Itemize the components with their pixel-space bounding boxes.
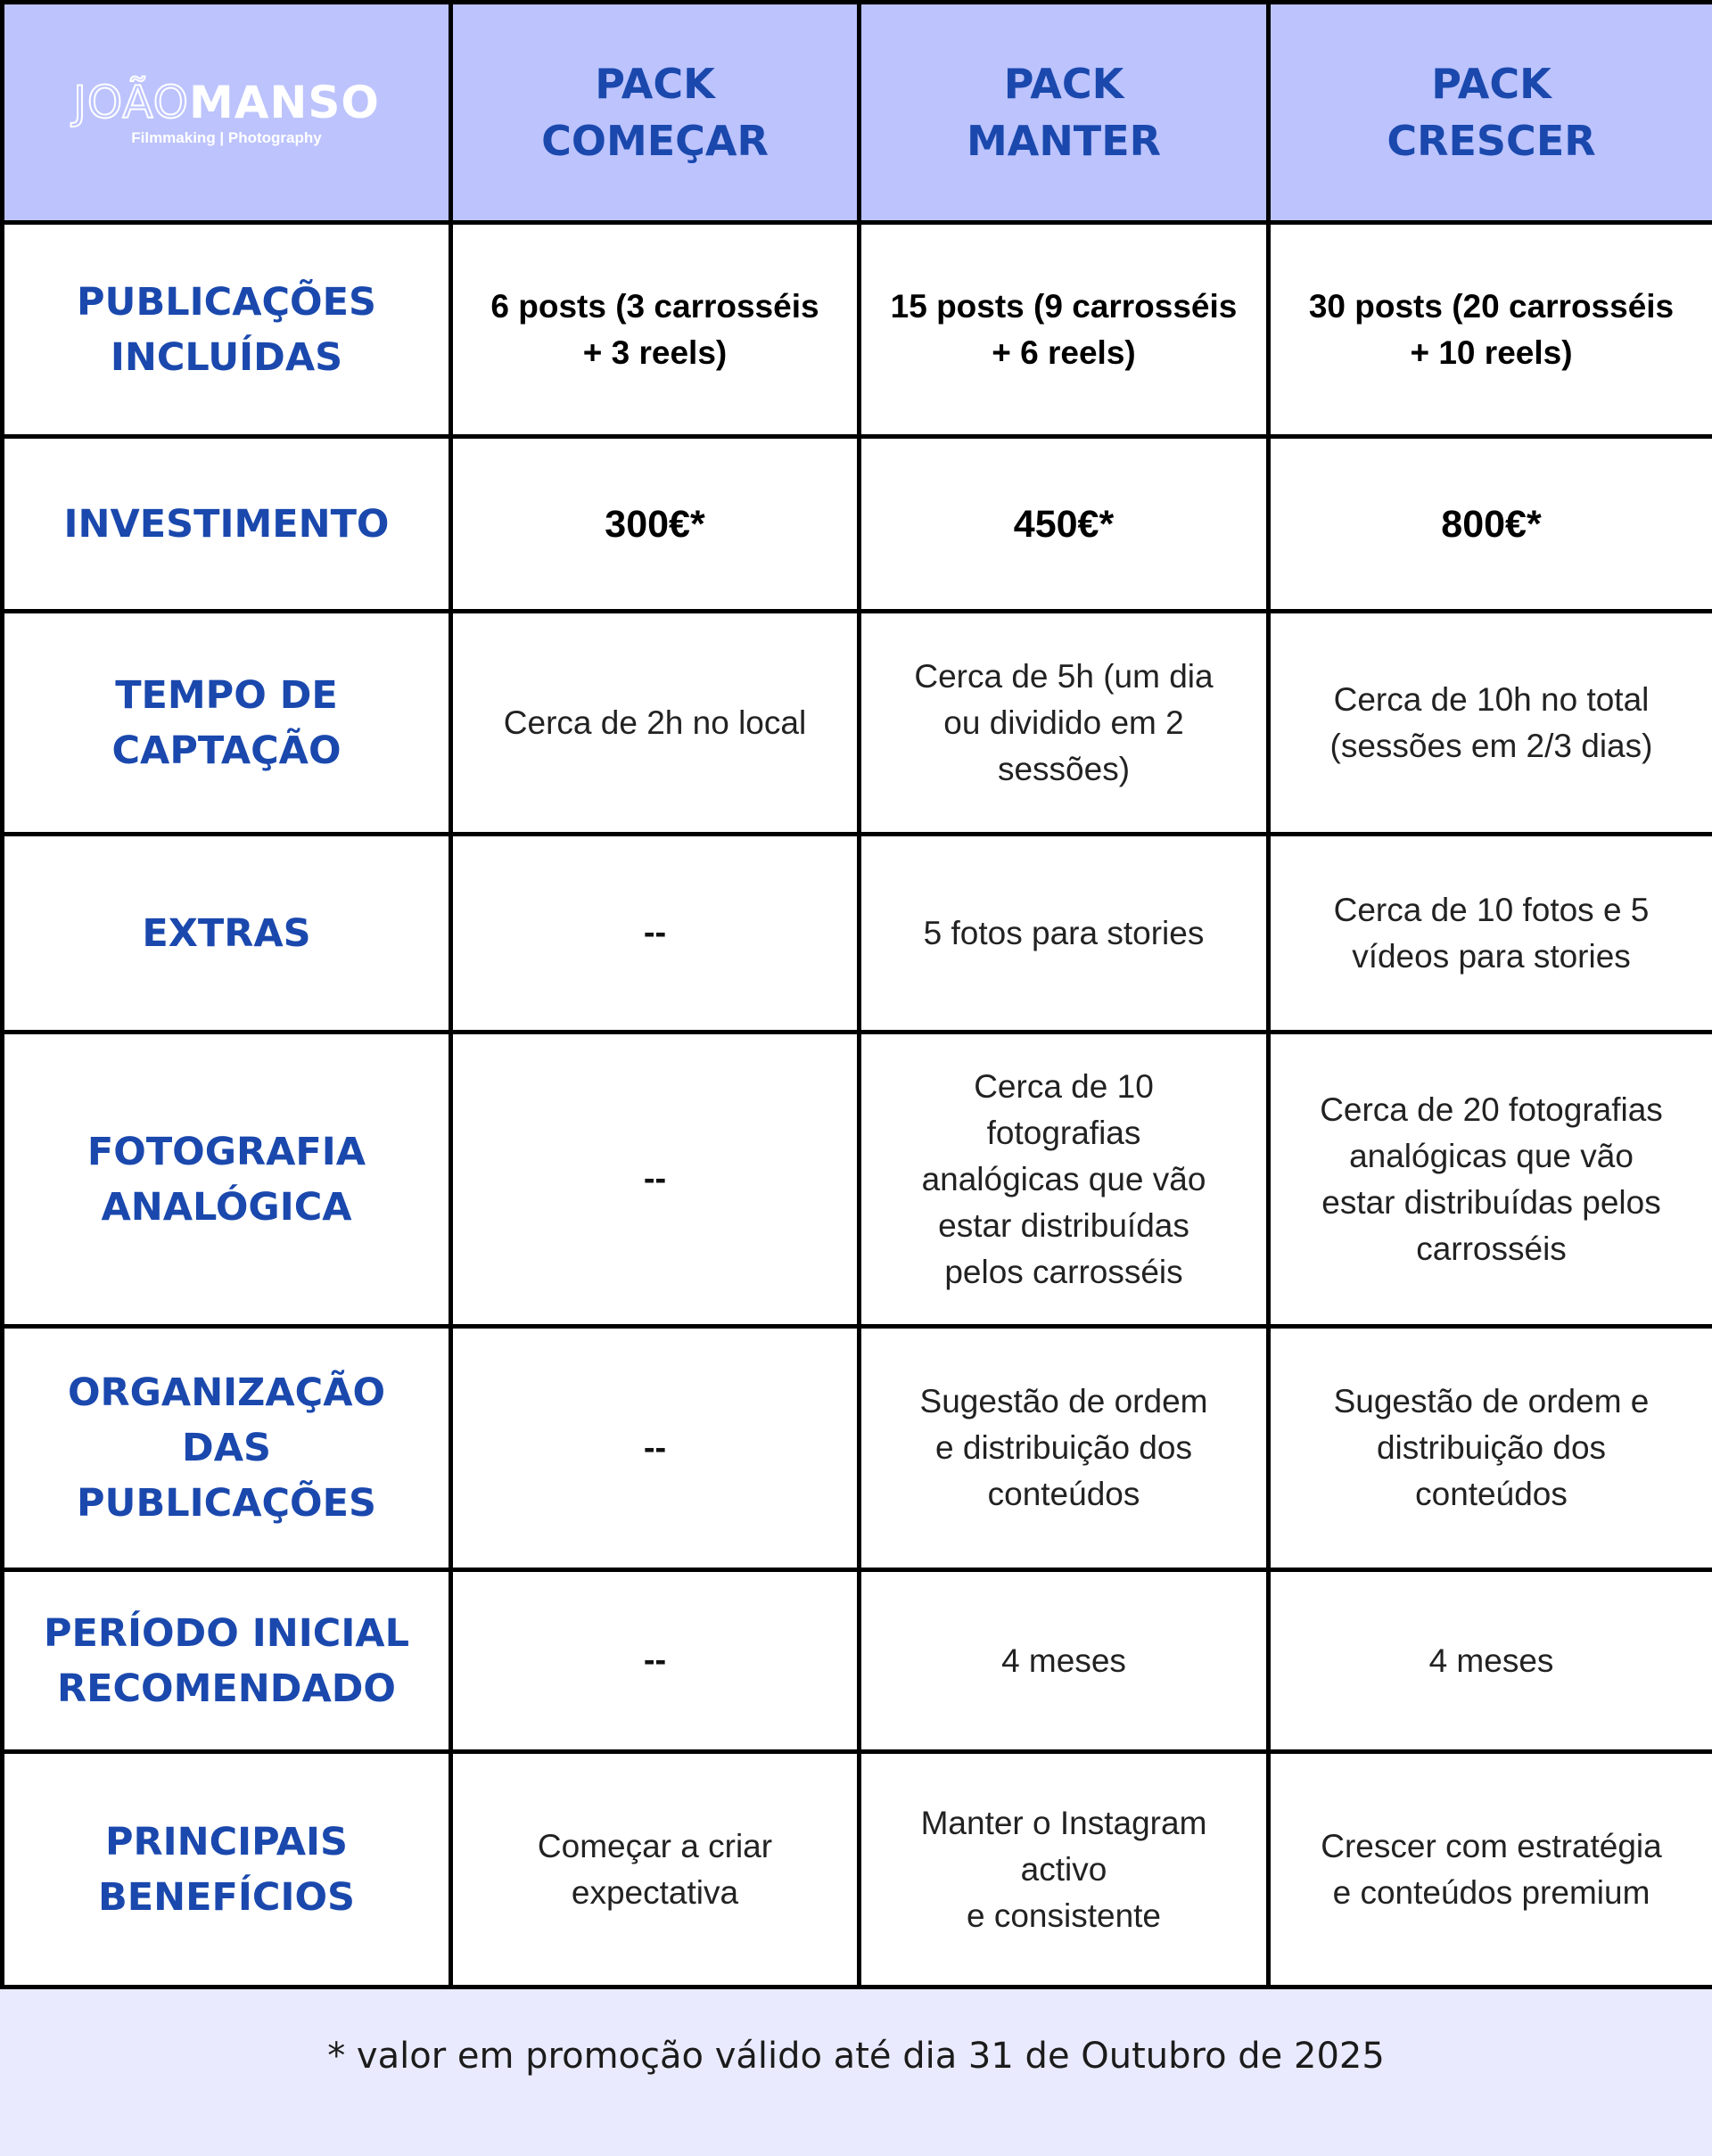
table-cell [1269, 1327, 1712, 1570]
cell-value: Cerca de 10h no total (sessões em 2/3 dias) [1329, 680, 1653, 764]
table-cell [451, 835, 860, 1033]
pack-header-crescer [1269, 3, 1712, 223]
cell-value: -- [643, 1428, 667, 1467]
brand-name-last: MANSO [189, 77, 380, 128]
row-label: ORGANIZAÇÃO DAS PUBLICAÇÕES [67, 1370, 386, 1526]
row-label-cell [3, 1327, 451, 1570]
table-cell [1269, 612, 1712, 835]
table-cell [451, 1327, 860, 1570]
cell-value: Crescer com estratégia e conteúdos premium [1321, 1827, 1662, 1911]
row-label: PRINCIPAIS BENEFÍCIOS [98, 1819, 355, 1920]
row-label-cell [3, 1752, 451, 1987]
table-cell [451, 612, 860, 835]
cell-value: Cerca de 10 fotografias analógicas que vão estar distribuídas pelos carrosséis [921, 1067, 1206, 1290]
price-value: 300€* [605, 502, 705, 546]
row-label: FOTOGRAFIA ANALÓGICA [86, 1129, 366, 1230]
table-cell [860, 835, 1269, 1033]
cell-value: 30 posts (20 carrosséis + 10 reels) [1308, 287, 1675, 371]
pack-title: PACK COMEÇAR [541, 60, 769, 165]
cell-value: Sugestão de ordem e distribuição dos conteúdos [919, 1383, 1208, 1512]
table-cell [860, 1327, 1269, 1570]
cell-value: 15 posts (9 carrosséis + 6 reels) [890, 287, 1238, 371]
cell-value: -- [643, 1160, 667, 1197]
brand-logo-cell [3, 3, 451, 223]
cell-value: Cerca de 5h (um dia ou dividido em 2 sessões) [914, 657, 1214, 787]
table-cell [860, 1752, 1269, 1987]
table-cell [451, 1033, 860, 1327]
table-cell [860, 437, 1269, 612]
table-row-investimento [3, 437, 1712, 612]
table-cell [1269, 1570, 1712, 1752]
table-cell [1269, 437, 1712, 612]
pack-title: PACK CRESCER [1387, 60, 1596, 165]
table-row-extras [3, 835, 1712, 1033]
row-label-cell [3, 835, 451, 1033]
price-value: 450€* [1013, 502, 1115, 546]
table-row-fotografia-analogica [3, 1033, 1712, 1327]
price-value: 800€* [1441, 502, 1542, 546]
table-cell [860, 223, 1269, 437]
table-cell [860, 1570, 1269, 1752]
cell-value: 6 posts (3 carrosséis + 3 reels) [490, 287, 819, 371]
table-cell [451, 1752, 860, 1987]
row-label: PUBLICAÇÕES INCLUÍDAS [77, 279, 376, 380]
row-label-cell [3, 612, 451, 835]
row-label: PERÍODO INICIAL RECOMENDADO [44, 1610, 409, 1711]
table-row-periodo-inicial [3, 1570, 1712, 1752]
table-cell [451, 223, 860, 437]
cell-value: Manter o Instagram activo e consistente [920, 1804, 1207, 1934]
pack-title: PACK MANTER [966, 60, 1162, 165]
table-cell [860, 612, 1269, 835]
brand-logo [73, 78, 380, 147]
promo-footnote: * valor em promoção válido até dia 31 de Outubro de 2025 [327, 2036, 1385, 2077]
row-label-cell [3, 1033, 451, 1327]
cell-value: Cerca de 20 fotografias analógicas que vão estar distribuídas pelos carrosséis [1320, 1090, 1663, 1267]
cell-value: 5 fotos para stories [923, 914, 1205, 951]
pack-header-manter [860, 3, 1269, 223]
table-row-beneficios [3, 1752, 1712, 1987]
table-header-row [3, 3, 1712, 223]
table-cell [451, 1570, 860, 1752]
row-label-cell [3, 223, 451, 437]
cell-value: Começar a criar expectativa [537, 1827, 773, 1911]
cell-value: 4 meses [1428, 1642, 1554, 1679]
cell-value: Cerca de 10 fotos e 5 vídeos para stories [1333, 891, 1650, 975]
table-row-organizacao [3, 1327, 1712, 1570]
row-label: EXTRAS [142, 910, 311, 956]
table-cell [1269, 223, 1712, 437]
brand-tagline: Filmmaking | Photography [131, 129, 322, 146]
cell-value: 4 meses [1001, 1642, 1126, 1679]
row-label-cell [3, 437, 451, 612]
cell-value: Cerca de 2h no local [503, 704, 807, 741]
cell-value: -- [643, 914, 667, 951]
table-row-publicacoes [3, 223, 1712, 437]
table-row-tempo-captacao [3, 612, 1712, 835]
table-cell [1269, 1033, 1712, 1327]
cell-value: -- [643, 1642, 667, 1679]
table-cell [1269, 835, 1712, 1033]
row-label: INVESTIMENTO [63, 501, 390, 547]
table-cell [451, 437, 860, 612]
pack-header-comecar [451, 3, 860, 223]
table-cell [1269, 1752, 1712, 1987]
table-cell [860, 1033, 1269, 1327]
brand-name-first: JOÃO [73, 77, 190, 128]
row-label-cell [3, 1570, 451, 1752]
row-label: TEMPO DE CAPTAÇÃO [111, 672, 342, 773]
cell-value: Sugestão de ordem e distribuição dos conteúdos [1333, 1383, 1650, 1512]
